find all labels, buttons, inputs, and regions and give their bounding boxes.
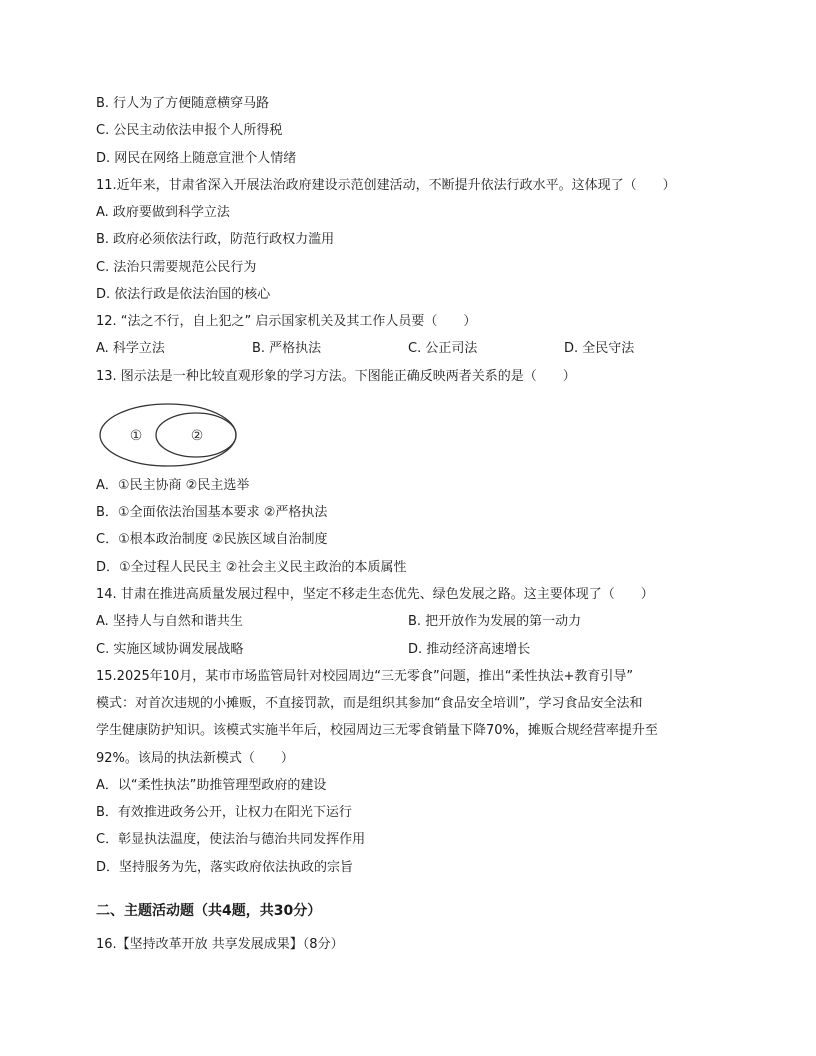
q13-option-b: B．①全面依法治国基本要求 ②严格执法 [96,505,328,520]
q15-option-d: D．坚持服务为先，落实政府依法执政的宗旨 [96,860,354,875]
venn-diagram [96,398,246,474]
outer-label: ① [129,428,143,444]
q12-option-d: D. 全民守法 [564,341,635,356]
q13-option-d: D．①全过程人民民主 ②社会主义民主政治的本质属性 [96,560,407,575]
q10-option-b: B. 行人为了方便随意横穿马路 [96,96,270,111]
q11-option-c: C. 法治只需要规范公民行为 [96,260,257,275]
q11-option-a: A. 政府要做到科学立法 [96,205,230,220]
q15-option-b: B．有效推进政务公开，让权力在阳光下运行 [96,805,352,820]
q13-stem: 13. 图示法是一种比较直观形象的学习方法。下图能正确反映两者关系的是（ ） [96,369,576,384]
q11-stem: 11.近年来，甘肃省深入开展法治政府建设示范创建活动，不断提升依法行政水平。这体现了（ ） [96,178,676,193]
q15-stem-line-3: 学生健康防护知识。该模式实施半年后，校园周边三无零食销量下降70%，摊贩合规经营率提升至 [96,723,658,738]
q12-option-b: B. 严格执法 [252,341,322,356]
inner-label: ② [190,428,204,444]
section-title: 二、主题活动题（共4题，共30分） [96,903,322,919]
q11-option-d: D. 依法行政是依法治国的核心 [96,287,271,302]
q14-option-d: D. 推动经济高速增长 [408,642,531,657]
q14-option-a: A. 坚持人与自然和谐共生 [96,614,243,629]
q12-stem: 12. “法之不行，自上犯之” 启示国家机关及其工作人员要（ ） [96,314,477,329]
q11-option-b: B. 政府必须依法行政，防范行政权力滥用 [96,232,335,247]
q15-option-a: A．以“柔性执法”助推管理型政府的建设 [96,778,327,793]
q14-option-b: B. 把开放作为发展的第一动力 [408,614,582,629]
q13-option-a: A．①民主协商 ②民主选举 [96,478,250,493]
q10-option-c: C. 公民主动依法申报个人所得税 [96,123,283,138]
q12-option-c: C. 公正司法 [408,341,478,356]
q15-stem-line-1: 15.2025年10月，某市市场监管局针对校园周边“三无零食”问题，推出“柔性执法+教育引导” [96,669,634,684]
q16-stem: 16.【坚持改革开放 共享发展成果】（8分） [96,937,344,952]
q10-option-d: D. 网民在网络上随意宣泄个人情绪 [96,151,297,166]
q15-stem-line-2: 模式：对首次违规的小摊贩，不直接罚款，而是组织其参加“食品安全培训”，学习食品安全法和 [96,696,643,711]
q15-option-c: C．彰显执法温度，使法治与德治共同发挥作用 [96,832,366,847]
q12-option-a: A. 科学立法 [96,341,165,356]
q14-option-c: C. 实施区域协调发展战略 [96,642,244,657]
q14-stem: 14. 甘肃在推进高质量发展过程中，坚定不移走生态优先、绿色发展之路。这主要体现了（ ） [96,587,654,602]
q13-option-c: C．①根本政治制度 ②民族区域自治制度 [96,532,328,547]
outer-ellipse [100,404,236,466]
q15-stem-line-4: 92%。该局的执法新模式（ ） [96,751,294,766]
